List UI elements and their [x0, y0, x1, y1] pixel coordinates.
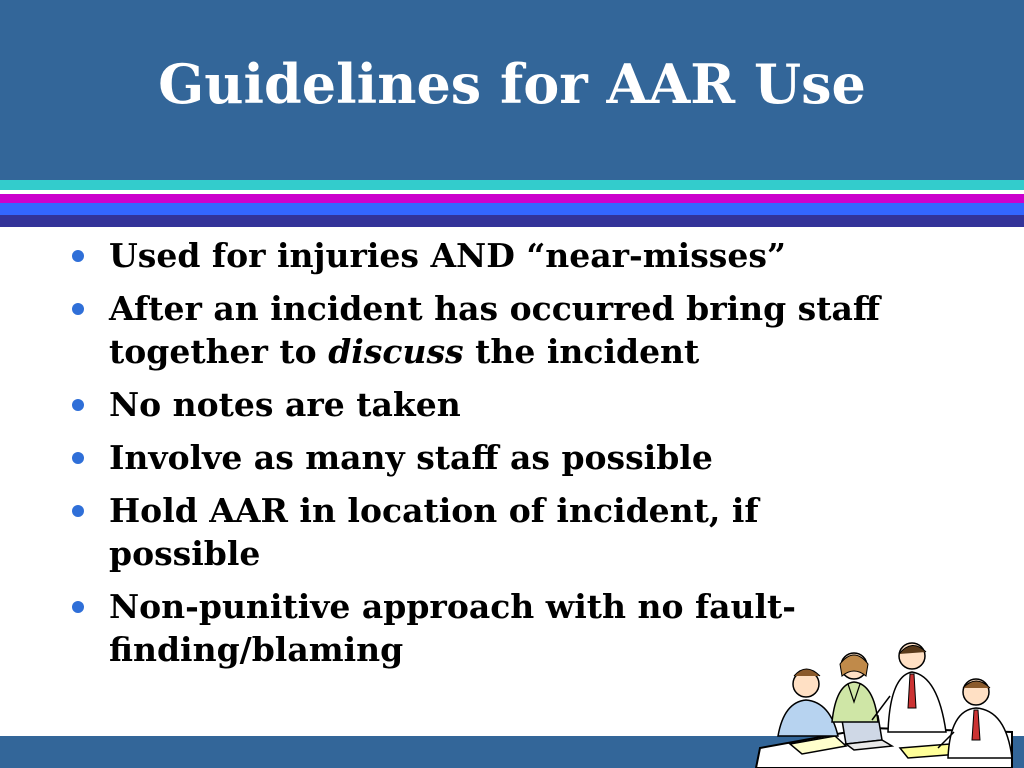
bullet-text: Non-punitive approach with no fault-finding/blaming [109, 587, 796, 669]
bullet-dot-icon [72, 452, 84, 464]
bullet-dot-icon [72, 505, 84, 517]
stripe-cyan [0, 180, 1024, 190]
bullet-dot-icon [72, 399, 84, 411]
bullet-item [66, 234, 906, 277]
bullet-item [66, 287, 906, 373]
bullet-emphasis: discuss [328, 332, 464, 371]
bullet-item [66, 383, 906, 426]
bullet-text: No notes are taken [109, 385, 461, 424]
stripe-magenta [0, 194, 1024, 203]
bullet-dot-icon [72, 250, 84, 262]
office-team-clipart-icon [750, 636, 1024, 768]
bullet-text: After an incident has occurred bring staff together to [109, 289, 880, 371]
stripe-navy [0, 215, 1024, 227]
bullet-list [66, 234, 906, 681]
bullet-text: Hold AAR in location of incident, if possible [109, 491, 759, 573]
bullet-text: Involve as many staff as possible [109, 438, 713, 477]
bullet-dot-icon [72, 303, 84, 315]
bullet-item [66, 436, 906, 479]
slide-title: Guidelines for AAR Use [158, 52, 866, 116]
bullet-dot-icon [72, 601, 84, 613]
title-band [0, 0, 1024, 180]
bullet-item [66, 489, 906, 575]
bullet-text-tail: the incident [463, 332, 700, 371]
bullet-text: Used for injuries AND “near-misses” [109, 236, 786, 275]
stripe-blue [0, 203, 1024, 215]
